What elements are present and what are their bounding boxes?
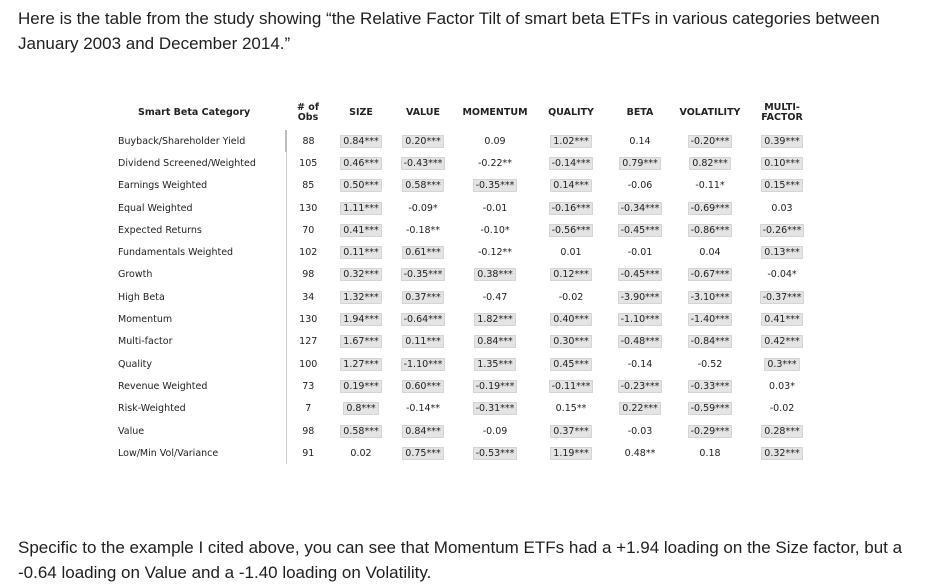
cell-value: -0.53*** (473, 447, 518, 460)
cell-value (392, 420, 454, 442)
row-category: Earnings Weighted (118, 180, 208, 192)
cell-value: 0.61*** (402, 246, 443, 259)
cell-value: -0.14*** (549, 157, 594, 170)
cell-quality (536, 375, 606, 397)
cell-value: -0.26*** (760, 224, 805, 237)
table-row (108, 420, 818, 442)
cell-value: -0.16*** (549, 202, 594, 215)
header-obs: # of Obs (297, 102, 319, 123)
cell-value (392, 241, 454, 263)
cell-beta (606, 375, 674, 397)
table-row (108, 130, 818, 152)
cell-value: 0.8*** (343, 402, 378, 415)
cell-value: -0.59*** (688, 402, 733, 415)
cell-value: 0.20*** (402, 135, 443, 148)
cell-value: 1.11*** (340, 202, 381, 215)
cell-size (330, 241, 392, 263)
table-row (108, 219, 818, 241)
cell-size (330, 420, 392, 442)
cell-value: 0.37*** (550, 425, 591, 438)
cell-beta (606, 353, 674, 375)
cell-value: 0.30*** (550, 335, 591, 348)
row-obs: 98 (286, 420, 330, 442)
row-category: Momentum (118, 314, 173, 326)
cell-value: 0.02 (350, 447, 372, 459)
cell-value: 0.15** (555, 403, 587, 415)
cell-volatility (674, 420, 746, 442)
cell-value: -0.03 (627, 425, 653, 437)
row-obs: 127 (286, 331, 330, 353)
cell-value: -0.67*** (688, 268, 733, 281)
cell-value: 0.28*** (761, 425, 802, 438)
table-row (108, 286, 818, 308)
cell-value: 0.79*** (619, 157, 660, 170)
cell-multi-factor (746, 331, 818, 353)
cell-quality (536, 398, 606, 420)
cell-multi-factor (746, 241, 818, 263)
cell-value: -0.02 (769, 403, 795, 415)
cell-quality (536, 197, 606, 219)
cell-beta (606, 331, 674, 353)
cell-momentum (454, 442, 536, 464)
cell-momentum (454, 197, 536, 219)
table-row (108, 308, 818, 330)
cell-value: -0.29*** (688, 425, 733, 438)
cell-value: -0.84*** (688, 335, 733, 348)
cell-value (392, 264, 454, 286)
row-obs: 85 (286, 175, 330, 197)
cell-quality (536, 308, 606, 330)
cell-beta (606, 442, 674, 464)
cell-value: 0.84*** (340, 135, 381, 148)
cell-value: -1.10*** (618, 313, 663, 326)
cell-value: 0.11*** (402, 335, 443, 348)
cell-value: -0.20*** (688, 135, 733, 148)
cell-multi-factor (746, 152, 818, 174)
header-multi-factor: MULTI-FACTOR (761, 102, 803, 123)
factor-tilt-table-container (108, 96, 818, 464)
cell-multi-factor (746, 197, 818, 219)
cell-value: 0.46*** (340, 157, 381, 170)
cell-value: 0.82*** (689, 157, 730, 170)
cell-size (330, 130, 392, 152)
cell-value: -0.11*** (549, 380, 594, 393)
table-body (108, 130, 818, 464)
cell-value: 0.01 (560, 247, 582, 259)
header-momentum: MOMENTUM (462, 107, 528, 118)
cell-volatility (674, 308, 746, 330)
header-value: VALUE (406, 107, 440, 118)
cell-value: 0.58*** (402, 179, 443, 192)
cell-volatility (674, 286, 746, 308)
cell-momentum (454, 286, 536, 308)
cell-multi-factor (746, 175, 818, 197)
cell-value: -0.45*** (618, 224, 663, 237)
row-obs: 88 (286, 130, 330, 152)
cell-momentum (454, 398, 536, 420)
outro-paragraph: Specific to the example I cited above, you can see that Momentum ETFs had a +1.94 loading on the Size factor, but a -0.64 loading on Value and a -1.40 loading on Volatility. (18, 538, 903, 582)
cell-value: -0.10* (480, 224, 510, 236)
cell-momentum (454, 264, 536, 286)
cell-value: -1.10*** (401, 358, 446, 371)
cell-momentum (454, 420, 536, 442)
table-row (108, 152, 818, 174)
factor-tilt-table (108, 96, 818, 464)
cell-value: 0.84*** (402, 425, 443, 438)
cell-multi-factor (746, 308, 818, 330)
cell-value: -0.19*** (473, 380, 518, 393)
cell-value (392, 398, 454, 420)
cell-value: 0.03* (769, 380, 795, 392)
table-row (108, 264, 818, 286)
cell-value: -0.04* (767, 269, 797, 281)
cell-volatility (674, 219, 746, 241)
table-row (108, 375, 818, 397)
row-category: Dividend Screened/Weighted (118, 157, 256, 169)
cell-quality (536, 420, 606, 442)
cell-multi-factor (746, 398, 818, 420)
cell-volatility (674, 264, 746, 286)
cell-value: 0.45*** (550, 358, 591, 371)
cell-value (392, 353, 454, 375)
cell-value: -0.09* (408, 202, 438, 214)
cell-value: 0.11*** (340, 246, 381, 259)
cell-value: 0.75*** (402, 447, 443, 460)
cell-size (330, 286, 392, 308)
cell-value: 0.48** (624, 447, 656, 459)
cell-beta (606, 219, 674, 241)
cell-value (392, 308, 454, 330)
cell-quality (536, 264, 606, 286)
cell-beta (606, 398, 674, 420)
cell-volatility (674, 331, 746, 353)
cell-value: -0.34*** (618, 202, 663, 215)
cell-value: -0.45*** (618, 268, 663, 281)
cell-value: -0.33*** (688, 380, 733, 393)
cell-value: 1.35*** (474, 358, 515, 371)
cell-value: -0.22** (477, 157, 513, 169)
cell-quality (536, 241, 606, 263)
row-obs: 102 (286, 241, 330, 263)
cell-volatility (674, 398, 746, 420)
cell-volatility (674, 375, 746, 397)
cell-value: 0.40*** (550, 313, 591, 326)
cell-value: -1.40*** (688, 313, 733, 326)
cell-value (392, 152, 454, 174)
cell-volatility (674, 353, 746, 375)
table-row (108, 353, 818, 375)
cell-multi-factor (746, 219, 818, 241)
row-obs: 91 (286, 442, 330, 464)
table-row (108, 175, 818, 197)
row-category: Equal Weighted (118, 202, 193, 214)
cell-quality (536, 442, 606, 464)
cell-beta (606, 308, 674, 330)
cell-multi-factor (746, 420, 818, 442)
cell-beta (606, 241, 674, 263)
cell-value: 0.42*** (761, 335, 802, 348)
cell-quality (536, 353, 606, 375)
cell-multi-factor (746, 130, 818, 152)
row-category: Fundamentals Weighted (118, 247, 234, 259)
cell-multi-factor (746, 442, 818, 464)
row-category: Quality (118, 358, 152, 370)
cell-value: 0.04 (699, 247, 721, 259)
cell-value: -0.31*** (473, 402, 518, 415)
row-category: Multi-factor (118, 336, 173, 348)
cell-value: -0.12** (477, 247, 513, 259)
cell-value: 1.94*** (340, 313, 381, 326)
row-category: Value (118, 425, 145, 437)
cell-momentum (454, 130, 536, 152)
cell-momentum (454, 331, 536, 353)
cell-value: 0.12*** (550, 268, 591, 281)
cell-value: -0.35*** (473, 179, 518, 192)
cell-value: -0.52 (697, 358, 723, 370)
row-category: Growth (118, 269, 153, 281)
cell-value: 1.67*** (340, 335, 381, 348)
header-size: SIZE (349, 107, 373, 118)
cell-value: 0.58*** (340, 425, 381, 438)
cell-value: -0.48*** (618, 335, 663, 348)
row-obs: 130 (286, 197, 330, 219)
row-obs: 7 (286, 398, 330, 420)
cell-value: -0.14 (627, 358, 653, 370)
cell-value: -3.10*** (688, 291, 733, 304)
cell-quality (536, 175, 606, 197)
table-row (108, 398, 818, 420)
table-row (108, 331, 818, 353)
table-row (108, 197, 818, 219)
cell-momentum (454, 375, 536, 397)
row-category: Risk-Weighted (118, 403, 186, 415)
cell-value: 0.32*** (761, 447, 802, 460)
cell-value: -0.23*** (618, 380, 663, 393)
cell-value: 0.10*** (761, 157, 802, 170)
cell-value: 0.13*** (761, 246, 802, 259)
cell-value: -0.69*** (688, 202, 733, 215)
cell-quality (536, 331, 606, 353)
cell-value: -0.64*** (401, 313, 446, 326)
cell-value: 0.19*** (340, 380, 381, 393)
cell-value: 0.37*** (402, 291, 443, 304)
cell-value: 0.84*** (474, 335, 515, 348)
cell-value: 0.15*** (761, 179, 802, 192)
cell-value: 0.3*** (764, 358, 799, 371)
cell-volatility (674, 175, 746, 197)
cell-value: 0.39*** (761, 135, 802, 148)
cell-value (392, 175, 454, 197)
cell-value: 0.22*** (619, 402, 660, 415)
cell-value: -0.43*** (401, 157, 446, 170)
cell-value: 1.32*** (340, 291, 381, 304)
cell-value (392, 197, 454, 219)
cell-size (330, 353, 392, 375)
cell-value: -0.06 (627, 180, 653, 192)
cell-multi-factor (746, 375, 818, 397)
header-beta: BETA (626, 107, 654, 118)
table-row (108, 442, 818, 464)
cell-value: -0.18** (405, 224, 441, 236)
cell-beta (606, 197, 674, 219)
cell-momentum (454, 175, 536, 197)
cell-value: -3.90*** (618, 291, 663, 304)
cell-volatility (674, 130, 746, 152)
cell-size (330, 308, 392, 330)
cell-value: 1.02*** (550, 135, 591, 148)
cell-value: -0.86*** (688, 224, 733, 237)
cell-value: 0.41*** (761, 313, 802, 326)
cell-value: 1.82*** (474, 313, 515, 326)
cell-value: -0.37*** (760, 291, 805, 304)
cell-value: 0.18 (699, 447, 721, 459)
row-category: Low/Min Vol/Variance (118, 447, 219, 459)
row-obs: 70 (286, 219, 330, 241)
cell-multi-factor (746, 353, 818, 375)
cell-value: -0.11* (695, 180, 725, 192)
row-category: Expected Returns (118, 224, 202, 236)
cell-value: -0.47 (482, 291, 508, 303)
cell-quality (536, 130, 606, 152)
cell-value: 0.09 (484, 135, 506, 147)
cell-value (392, 219, 454, 241)
cell-value: 0.14*** (550, 179, 591, 192)
cell-momentum (454, 241, 536, 263)
cell-beta (606, 420, 674, 442)
cell-size (330, 331, 392, 353)
row-obs: 98 (286, 264, 330, 286)
cell-volatility (674, 152, 746, 174)
cell-volatility (674, 442, 746, 464)
cell-value: 1.27*** (340, 358, 381, 371)
header-category: Smart Beta Category (138, 107, 251, 118)
cell-value: 0.03 (771, 202, 793, 214)
row-obs: 130 (286, 308, 330, 330)
cell-beta (606, 286, 674, 308)
cell-size (330, 152, 392, 174)
cell-multi-factor (746, 286, 818, 308)
cell-beta (606, 152, 674, 174)
cell-momentum (454, 219, 536, 241)
cell-size (330, 375, 392, 397)
cell-size (330, 175, 392, 197)
row-category: Buyback/Shareholder Yield (108, 130, 286, 152)
intro-paragraph: Here is the table from the study showing “the Relative Factor Tilt of smart beta ETFs in various categories between January 2003 and December 2014.” (18, 9, 880, 53)
header-quality: QUALITY (548, 107, 594, 118)
cell-value: -0.02 (558, 291, 584, 303)
cell-size (330, 219, 392, 241)
cell-quality (536, 219, 606, 241)
cell-value (392, 442, 454, 464)
cell-value: -0.56*** (549, 224, 594, 237)
cell-value: 0.50*** (340, 179, 381, 192)
cell-value (392, 331, 454, 353)
cell-quality (536, 286, 606, 308)
header-volatility: VOLATILITY (679, 107, 741, 118)
cell-value: 0.14 (629, 135, 651, 147)
cell-value (392, 286, 454, 308)
row-obs: 105 (286, 152, 330, 174)
cell-value: -0.14** (405, 403, 441, 415)
cell-value: -0.01 (627, 247, 653, 259)
cell-value: 0.38*** (474, 268, 515, 281)
cell-momentum (454, 152, 536, 174)
cell-momentum (454, 308, 536, 330)
cell-value: -0.35*** (401, 268, 446, 281)
cell-value (392, 375, 454, 397)
cell-value: 1.19*** (550, 447, 591, 460)
cell-value: 0.32*** (340, 268, 381, 281)
cell-value (392, 130, 454, 152)
cell-size (330, 442, 392, 464)
cell-value: 0.60*** (402, 380, 443, 393)
cell-momentum (454, 353, 536, 375)
cell-beta (606, 130, 674, 152)
cell-multi-factor (746, 264, 818, 286)
row-obs: 73 (286, 375, 330, 397)
cell-beta (606, 175, 674, 197)
row-category: Revenue Weighted (118, 380, 208, 392)
row-obs: 100 (286, 353, 330, 375)
table-row (108, 241, 818, 263)
cell-value: 0.41*** (340, 224, 381, 237)
table-header-row (108, 96, 818, 130)
cell-size (330, 197, 392, 219)
row-category: High Beta (118, 291, 165, 303)
cell-size (330, 264, 392, 286)
cell-beta (606, 264, 674, 286)
cell-size (330, 398, 392, 420)
row-obs: 34 (286, 286, 330, 308)
cell-value: -0.01 (482, 202, 508, 214)
cell-value: -0.09 (482, 425, 508, 437)
cell-volatility (674, 241, 746, 263)
cell-volatility (674, 197, 746, 219)
cell-quality (536, 152, 606, 174)
